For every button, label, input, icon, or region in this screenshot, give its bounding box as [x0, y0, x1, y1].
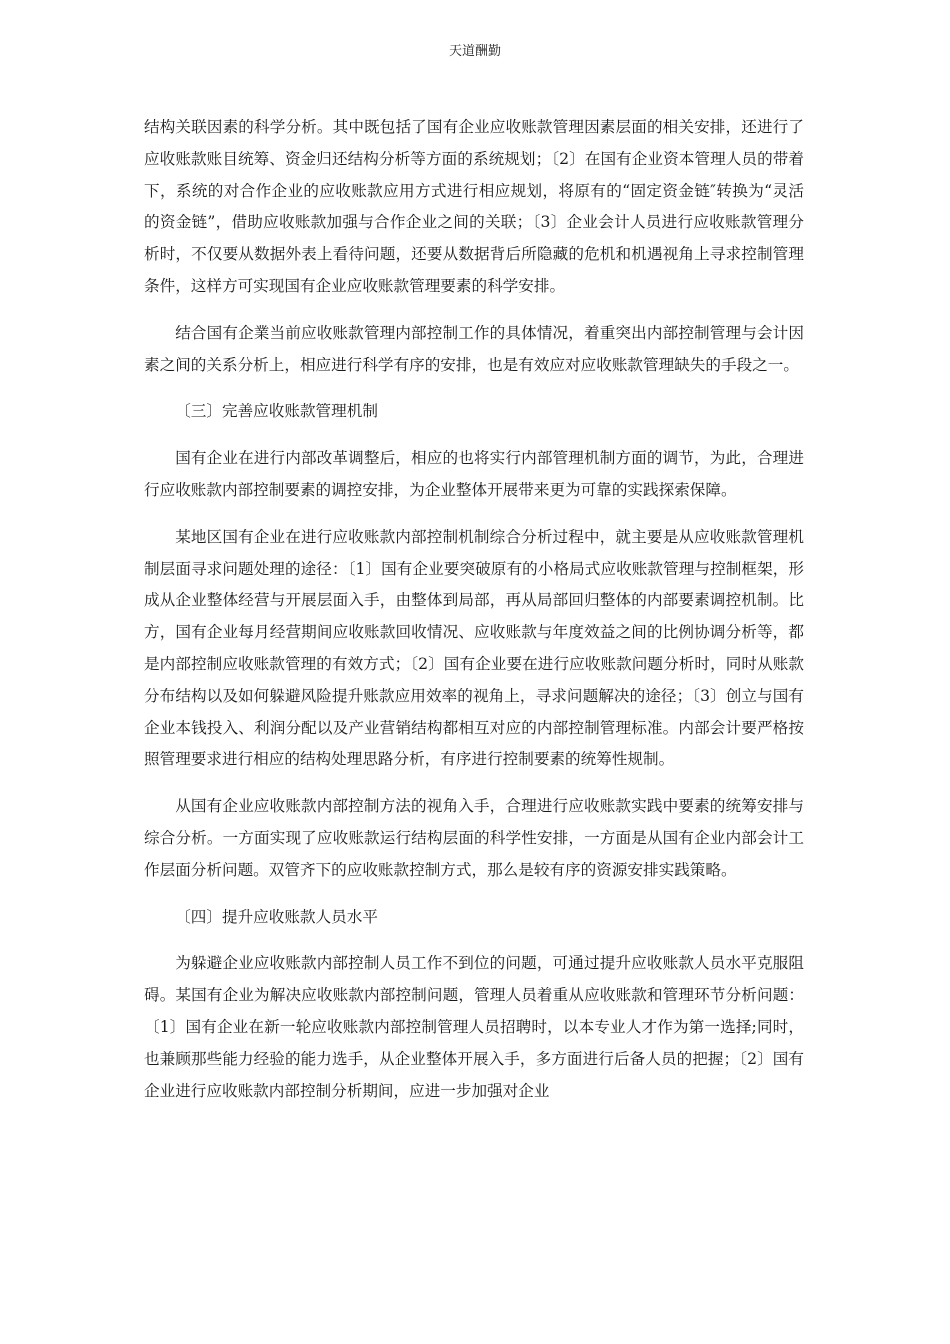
section-heading-4: 〔四〕提升应收账款人员水平: [175, 907, 378, 926]
page-header: 天道酬勤: [448, 44, 501, 59]
paragraph-2: 结合国有企業当前应收账款管理内部控制工作的具体情况，着重突出内部控制管理与会计因素之间的关系分析上，相应进行科学有序的安排，也是有效应对应收账款管理缺失的手段之一。: [144, 323, 804, 374]
paragraph-1: 结构关联因素的科学分析。其中既包括了国有企业应收账款管理因素层面的相关安排，还进行了应收账款账目统筹、资金归还结构分析等方面的系统规划；〔2〕在国有企业资本管理人员的带着下，系统的对合作企业的应收账款应用方式进行相应规划，将原有的“固定资金链″转换为“灵活的资金链”，借助应收账款加强与合作企业之间的关联；〔3〕企业会计人员进行应收账款管理分析时，不仅要从数据外表上看待问题，还要从数据背后所隐藏的危机和机遇视角上寻求控制管理条件，这样方可实现国有企业应收账款管理要素的科学安排。: [144, 118, 804, 295]
document-body: [144, 112, 804, 1107]
section-heading-3: 〔三〕完善应收账款管理机制: [175, 402, 378, 421]
paragraph-5: 从国有企业应收账款内部控制方法的视角入手，合理进行应收账款实践中要素的统筹安排与综合分析。一方面实现了应收账款运行结构层面的科学性安排，一方面是从国有企业内部会计工作层面分析问题。双管齐下的应收账款控制方式，那么是较有序的资源安排实践策略。: [144, 797, 804, 879]
paragraph-6: 为躲避企业应收账款内部控制人员工作不到位的问题，可通过提升应收账款人员水平克服阻碍。某国有企业为解决应收账款内部控制问题，管理人员着重从应收账款和管理环节分析问题：〔1〕国有企业在新一轮应收账款内部控制管理人员招聘时，以本专业人才作为第一选择;同时，也兼顾那些能力经验的能力选手，从企业整体开展入手，多方面进行后备人员的把握；〔2〕国有企业进行应收账款内部控制分析期间，应进一步加强对企业: [144, 954, 804, 1100]
paragraph-4: 某地区国有企业在进行应收账款内部控制机制综合分析过程中，就主要是从应收账款管理机制层面寻求问题处理的途径：〔1〕国有企业要突破原有的小格局式应收账款管理与控制框架，形成从企业整体经营与开展层面入手，由整体到局部，再从局部回归整体的内部要素调控机制。比方，国有企业每月经营期间应收账款回收情况、应收账款与年度效益之间的比例协调分析等，都是内部控制应收账款管理的有效方式；〔2〕国有企业要在进行应收账款问题分析时，同时从账款分布结构以及如何躲避风险提升账款应用效率的视角上，寻求问题解决的途径；〔3〕创立与国有企业本钱投入、利润分配以及产业营销结构都相互对应的内部控制管理标准。内部会计要严格按照管理要求进行相应的结构处理思路分析，有序进行控制要素的统筹性规制。: [144, 527, 804, 769]
paragraph-3: 国有企业在进行内部改革调整后，相应的也将实行内部管理机制方面的调节，为此，合理进行应收账款内部控制要素的调控安排，为企业整体开展带来更为可靠的实践探索保障。: [144, 449, 804, 499]
